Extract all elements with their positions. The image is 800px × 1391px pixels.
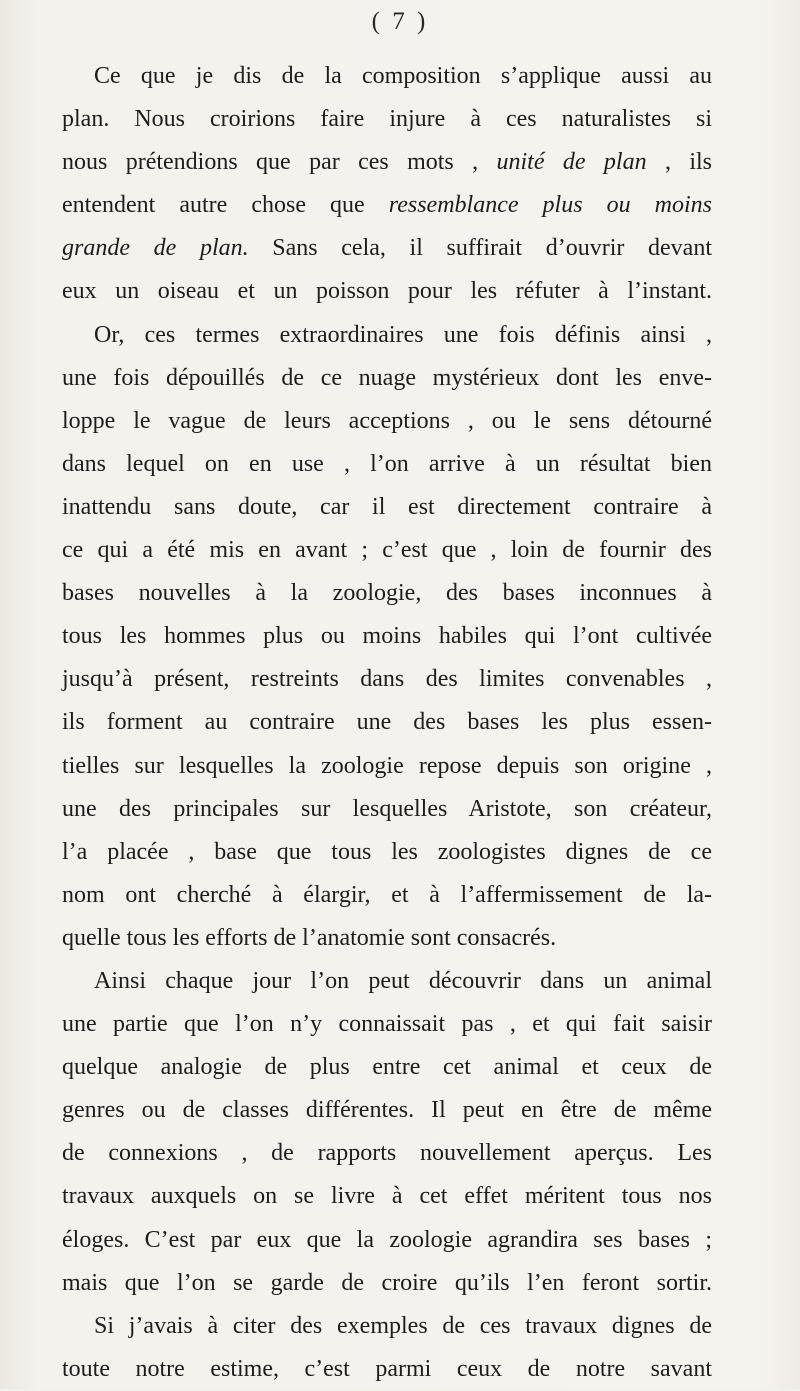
text-line: une fois dépouillés de ce nuage mystérieux dont les enve- <box>62 364 712 391</box>
text-line: bases nouvelles à la zoologie, des bases inconnues à <box>62 580 712 607</box>
text-line: Ainsi chaque jour l’on peut découvrir dans un animal <box>94 967 712 994</box>
text-line <box>62 141 712 184</box>
text-line: plan. Nous croirions faire injure à ces naturalistes si <box>62 106 712 133</box>
text-segment: nous prétendions que par ces mots , <box>62 149 497 176</box>
text-line: dans lequel on en use , l’on arrive à un résultat bien <box>62 450 712 477</box>
italic-term: grande de plan. <box>62 235 249 262</box>
text-line: tous les hommes plus ou moins habiles qui l’ont cultivée <box>62 623 712 650</box>
text-line: quelle tous les efforts de l’anatomie sont consacrés. <box>62 924 557 951</box>
body-text <box>62 55 712 1391</box>
text-line: travaux auxquels on se livre à cet effet méritent tous nos <box>62 1183 712 1210</box>
text-line: genres ou de classes différentes. Il peut en être de même <box>62 1097 712 1124</box>
text-line: de connexions , de rapports nouvellement aperçus. Les <box>62 1140 712 1167</box>
text-line: l’a placée , base que tous les zoologistes dignes de ce <box>62 838 712 865</box>
italic-term: unité de plan <box>496 149 647 176</box>
text-line: Si j’avais à citer des exemples de ces travaux dignes de <box>94 1312 712 1339</box>
text-line: loppe le vague de leurs acceptions , ou le sens détourné <box>62 407 712 434</box>
text-line: Or, ces termes extraordinaires une fois définis ainsi , <box>94 321 712 348</box>
text-line: une partie que l’on n’y connaissait pas , et qui fait saisir <box>62 1011 712 1038</box>
text-line <box>62 184 712 227</box>
text-line: mais que l’on se garde de croire qu’ils l’en feront sortir. <box>62 1269 712 1296</box>
text-line: Ce que je dis de la composition s’applique aussi au <box>94 63 712 89</box>
text-line: quelque analogie de plus entre cet animal et ceux de <box>62 1054 712 1081</box>
text-line: ils forment au contraire une des bases les plus essen- <box>62 709 712 736</box>
text-line: inattendu sans doute, car il est directement contraire à <box>62 493 712 520</box>
italic-term: ressemblance plus ou moins <box>388 192 712 219</box>
text-segment: entendent autre chose que <box>62 192 389 219</box>
text-line: tielles sur lesquelles la zoologie repose depuis son origine , <box>62 752 712 779</box>
text-segment: Sans cela, il suffirait d’ouvrir devant <box>248 235 712 262</box>
text-line: jusqu’à présent, restreints dans des limites convenables , <box>62 666 712 693</box>
text-segment: , ils <box>646 149 712 176</box>
page-number: ( 7 ) <box>371 8 429 35</box>
text-line: éloges. C’est par eux que la zoologie agrandira ses bases ; <box>62 1226 712 1253</box>
text-line: nom ont cherché à élargir, et à l’affermissement de la- <box>62 881 712 908</box>
text-line <box>62 227 712 270</box>
text-line: ce qui a été mis en avant ; c’est que , loin de fournir des <box>62 537 712 564</box>
text-line: une des principales sur lesquelles Aristote, son créateur, <box>62 795 712 822</box>
text-line: eux un oiseau et un poisson pour les réfuter à l’instant. <box>62 278 712 305</box>
text-line: toute notre estime, c’est parmi ceux de notre savant <box>62 1355 712 1382</box>
